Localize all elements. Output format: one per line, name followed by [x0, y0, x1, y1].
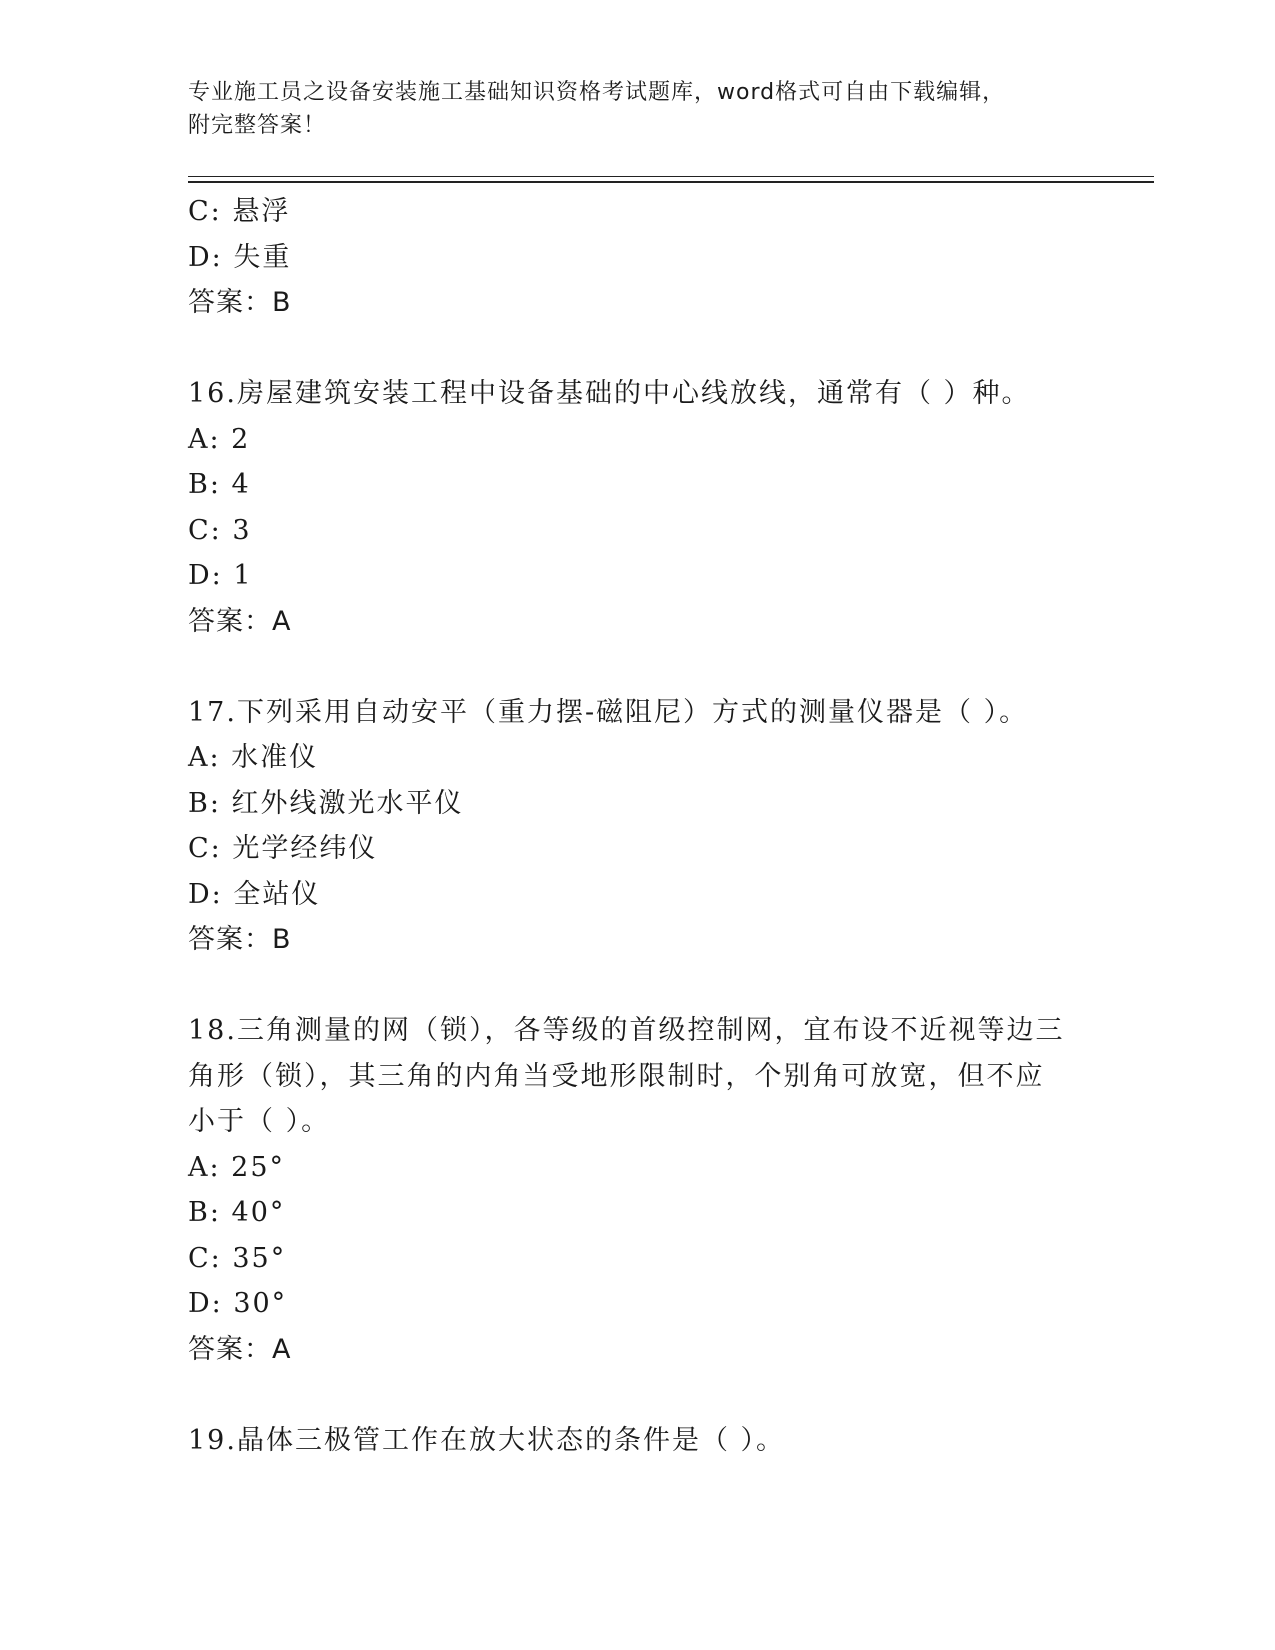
question-16: [188, 371, 1088, 644]
spacer: [188, 1372, 1088, 1418]
question-15-continued: [188, 189, 1088, 326]
option-a: A: 25°: [188, 1151, 286, 1183]
option-c: C: 光学经纬仪: [188, 833, 378, 864]
header-divider-thin: [188, 176, 1154, 177]
option-c: C: 3: [188, 514, 252, 546]
option-d: D: 30°: [188, 1288, 288, 1319]
option-d: D: 全站仪: [188, 878, 321, 910]
question-17: [188, 690, 1088, 963]
answer-line: 答案：B: [188, 287, 292, 318]
question-list: [188, 189, 1088, 1463]
answer-line: 答案：A: [188, 1333, 292, 1365]
answer-line: 答案：A: [188, 605, 292, 637]
option-b: B: 40°: [188, 1197, 286, 1228]
question-text-line-2: 角形（锁），其三角的内角当受地形限制时，个别角可放宽，但不应: [188, 1060, 1045, 1092]
header-line-2: 附完整答案！: [188, 113, 327, 138]
spacer: [188, 644, 1088, 690]
header-line-1: 专业施工员之设备安装施工基础知识资格考试题库，word格式可自由下载编辑，: [188, 80, 1006, 105]
question-text: 17.下列采用自动安平（重力摆-磁阻尼）方式的测量仪器是（ ）。: [188, 696, 1029, 728]
spacer: [188, 963, 1088, 1009]
question-19: [188, 1418, 1088, 1464]
option-a: A: 2: [188, 423, 251, 455]
question-text: 19.晶体三极管工作在放大状态的条件是（ ）。: [188, 1424, 786, 1456]
spacer: [188, 326, 1088, 372]
option-d: D: 失重: [188, 241, 292, 273]
option-a: A: 水准仪: [188, 742, 319, 773]
question-text: 16.房屋建筑安装工程中设备基础的中心线放线，通常有（ ）种。: [188, 378, 1031, 409]
option-b: B: 红外线激光水平仪: [188, 787, 464, 819]
option-c: C: 悬浮: [188, 196, 291, 227]
question-18: [188, 1008, 1088, 1372]
option-c: C: 35°: [188, 1242, 287, 1274]
question-text-line-3: 小于（ ）。: [188, 1106, 331, 1137]
question-text-line-1: 18.三角测量的网（锁），各等级的首级控制网，宜布设不近视等边三: [188, 1015, 1065, 1046]
answer-line: 答案：B: [188, 924, 292, 955]
header-divider-thick: [188, 181, 1154, 183]
option-b: B: 4: [188, 469, 251, 500]
document-header: [188, 76, 1068, 142]
option-d: D: 1: [188, 560, 253, 591]
